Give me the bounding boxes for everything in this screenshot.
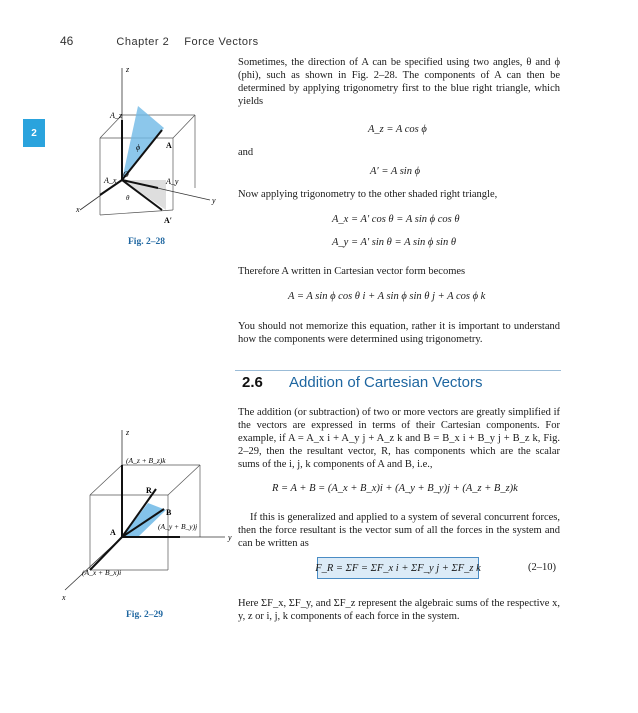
section-number: 2.6 <box>242 374 263 391</box>
equation-az: A_z = A cos ϕ <box>368 124 427 135</box>
fig1-o-label: O <box>123 170 129 179</box>
fig1-x-label: x <box>76 205 80 214</box>
section-title: Addition of Cartesian Vectors <box>289 374 483 391</box>
fig2-zcomp-label: (A_z + B_z)k <box>126 456 166 465</box>
fig1-ay-label: A_y <box>166 177 179 186</box>
paragraph-cartesian-form: Therefore A written in Cartesian vector form becomes <box>238 266 466 277</box>
fig1-y-label: y <box>212 196 216 205</box>
figure-2-28-caption: Fig. 2–28 <box>128 237 165 247</box>
text-and: and <box>238 147 254 158</box>
fig2-b-label: B <box>166 508 172 517</box>
equation-resultant: R = A + B = (A_x + B_x)i + (A_y + B_y)j + (A_z + B_z)k <box>272 483 518 494</box>
equation-ay: A_y = A′ sin θ = A sin ϕ sin θ <box>332 237 457 248</box>
chapter-label: Chapter 2 <box>116 36 170 48</box>
page-header <box>60 34 259 48</box>
paragraph-algebraic-sums: Here ΣF_x, ΣF_y, and ΣF_z represent the algebraic sums of the respective x, y, z or i, j, k components of each force in the system. <box>238 598 560 622</box>
fig1-theta-label: θ <box>126 194 130 202</box>
figure-2-28 <box>70 60 230 230</box>
fig1-z-label: z <box>126 65 130 74</box>
chapter-tab: 2 <box>23 119 45 147</box>
equation-ax: A_x = A′ cos θ = A sin ϕ cos θ <box>332 214 460 225</box>
fig1-a-label: A <box>166 141 172 150</box>
fig1-ax-label: A_x <box>104 176 117 185</box>
fig2-y-label: y <box>228 533 232 542</box>
fig1-phi-label: ϕ <box>136 143 141 152</box>
boxed-equation-fr <box>317 557 479 579</box>
equation-a-vector: A = A sin ϕ cos θ i + A sin ϕ sin θ j + A cos ϕ k <box>288 291 486 302</box>
figure-2-29 <box>60 425 240 605</box>
blue-triangle <box>122 106 164 180</box>
section-rule <box>235 370 561 371</box>
boxed-equation-text: F_R = ΣF = ΣF_x i + ΣF_y j + ΣF_z k <box>315 562 481 574</box>
equation-number: (2–10) <box>528 562 556 573</box>
paragraph-shaded-triangle: Now applying trigonometry to the other shaded right triangle, <box>238 189 498 200</box>
paragraph-generalized: If this is generalized and applied to a system of several concurrent forces, then the force resultant is the vector sum of all the forces in the system and can be written as <box>238 512 560 549</box>
fig2-x-label: x <box>62 593 66 602</box>
paragraph-memorize-note: You should not memorize this equation, rather it is important to understand how the components were determined using trigonometry. <box>238 321 560 345</box>
chapter-title: Force Vectors <box>184 36 259 48</box>
fig2-a-label: A <box>110 528 116 537</box>
fig1-aprime-label: A′ <box>164 216 173 225</box>
figure-2-29-caption: Fig. 2–29 <box>126 610 163 620</box>
page-number: 46 <box>60 34 74 48</box>
fig1-az-label: A_z <box>110 111 122 120</box>
fig2-r-label: R <box>146 486 152 495</box>
equation-aprime: A′ = A sin ϕ <box>370 166 421 177</box>
fig2-xcomp-label: (A_x + B_x)i <box>82 568 122 577</box>
paragraph-direction-angles: Sometimes, the direction of A can be specified using two angles, θ and ϕ (phi), such as shown in Fig. 2–28. The components of A can then be determined by applying trigonometry first to the blue right triangle, which yields <box>238 57 560 107</box>
fig2-z-label: z <box>126 428 130 437</box>
fig2-ycomp-label: (A_y + B_y)j <box>158 522 198 531</box>
paragraph-addition: The addition (or subtraction) of two or more vectors are greatly simplified if the vectors are expressed in terms of their Cartesian components. For example, if A = A_x i + A_y j + A_z k and B = B_x i + B_y j + B_z k, Fig. 2–29, then the resultant vector, R, has components which are the scalar sums of the i, j, k components of A and B, i.e., <box>238 407 560 470</box>
